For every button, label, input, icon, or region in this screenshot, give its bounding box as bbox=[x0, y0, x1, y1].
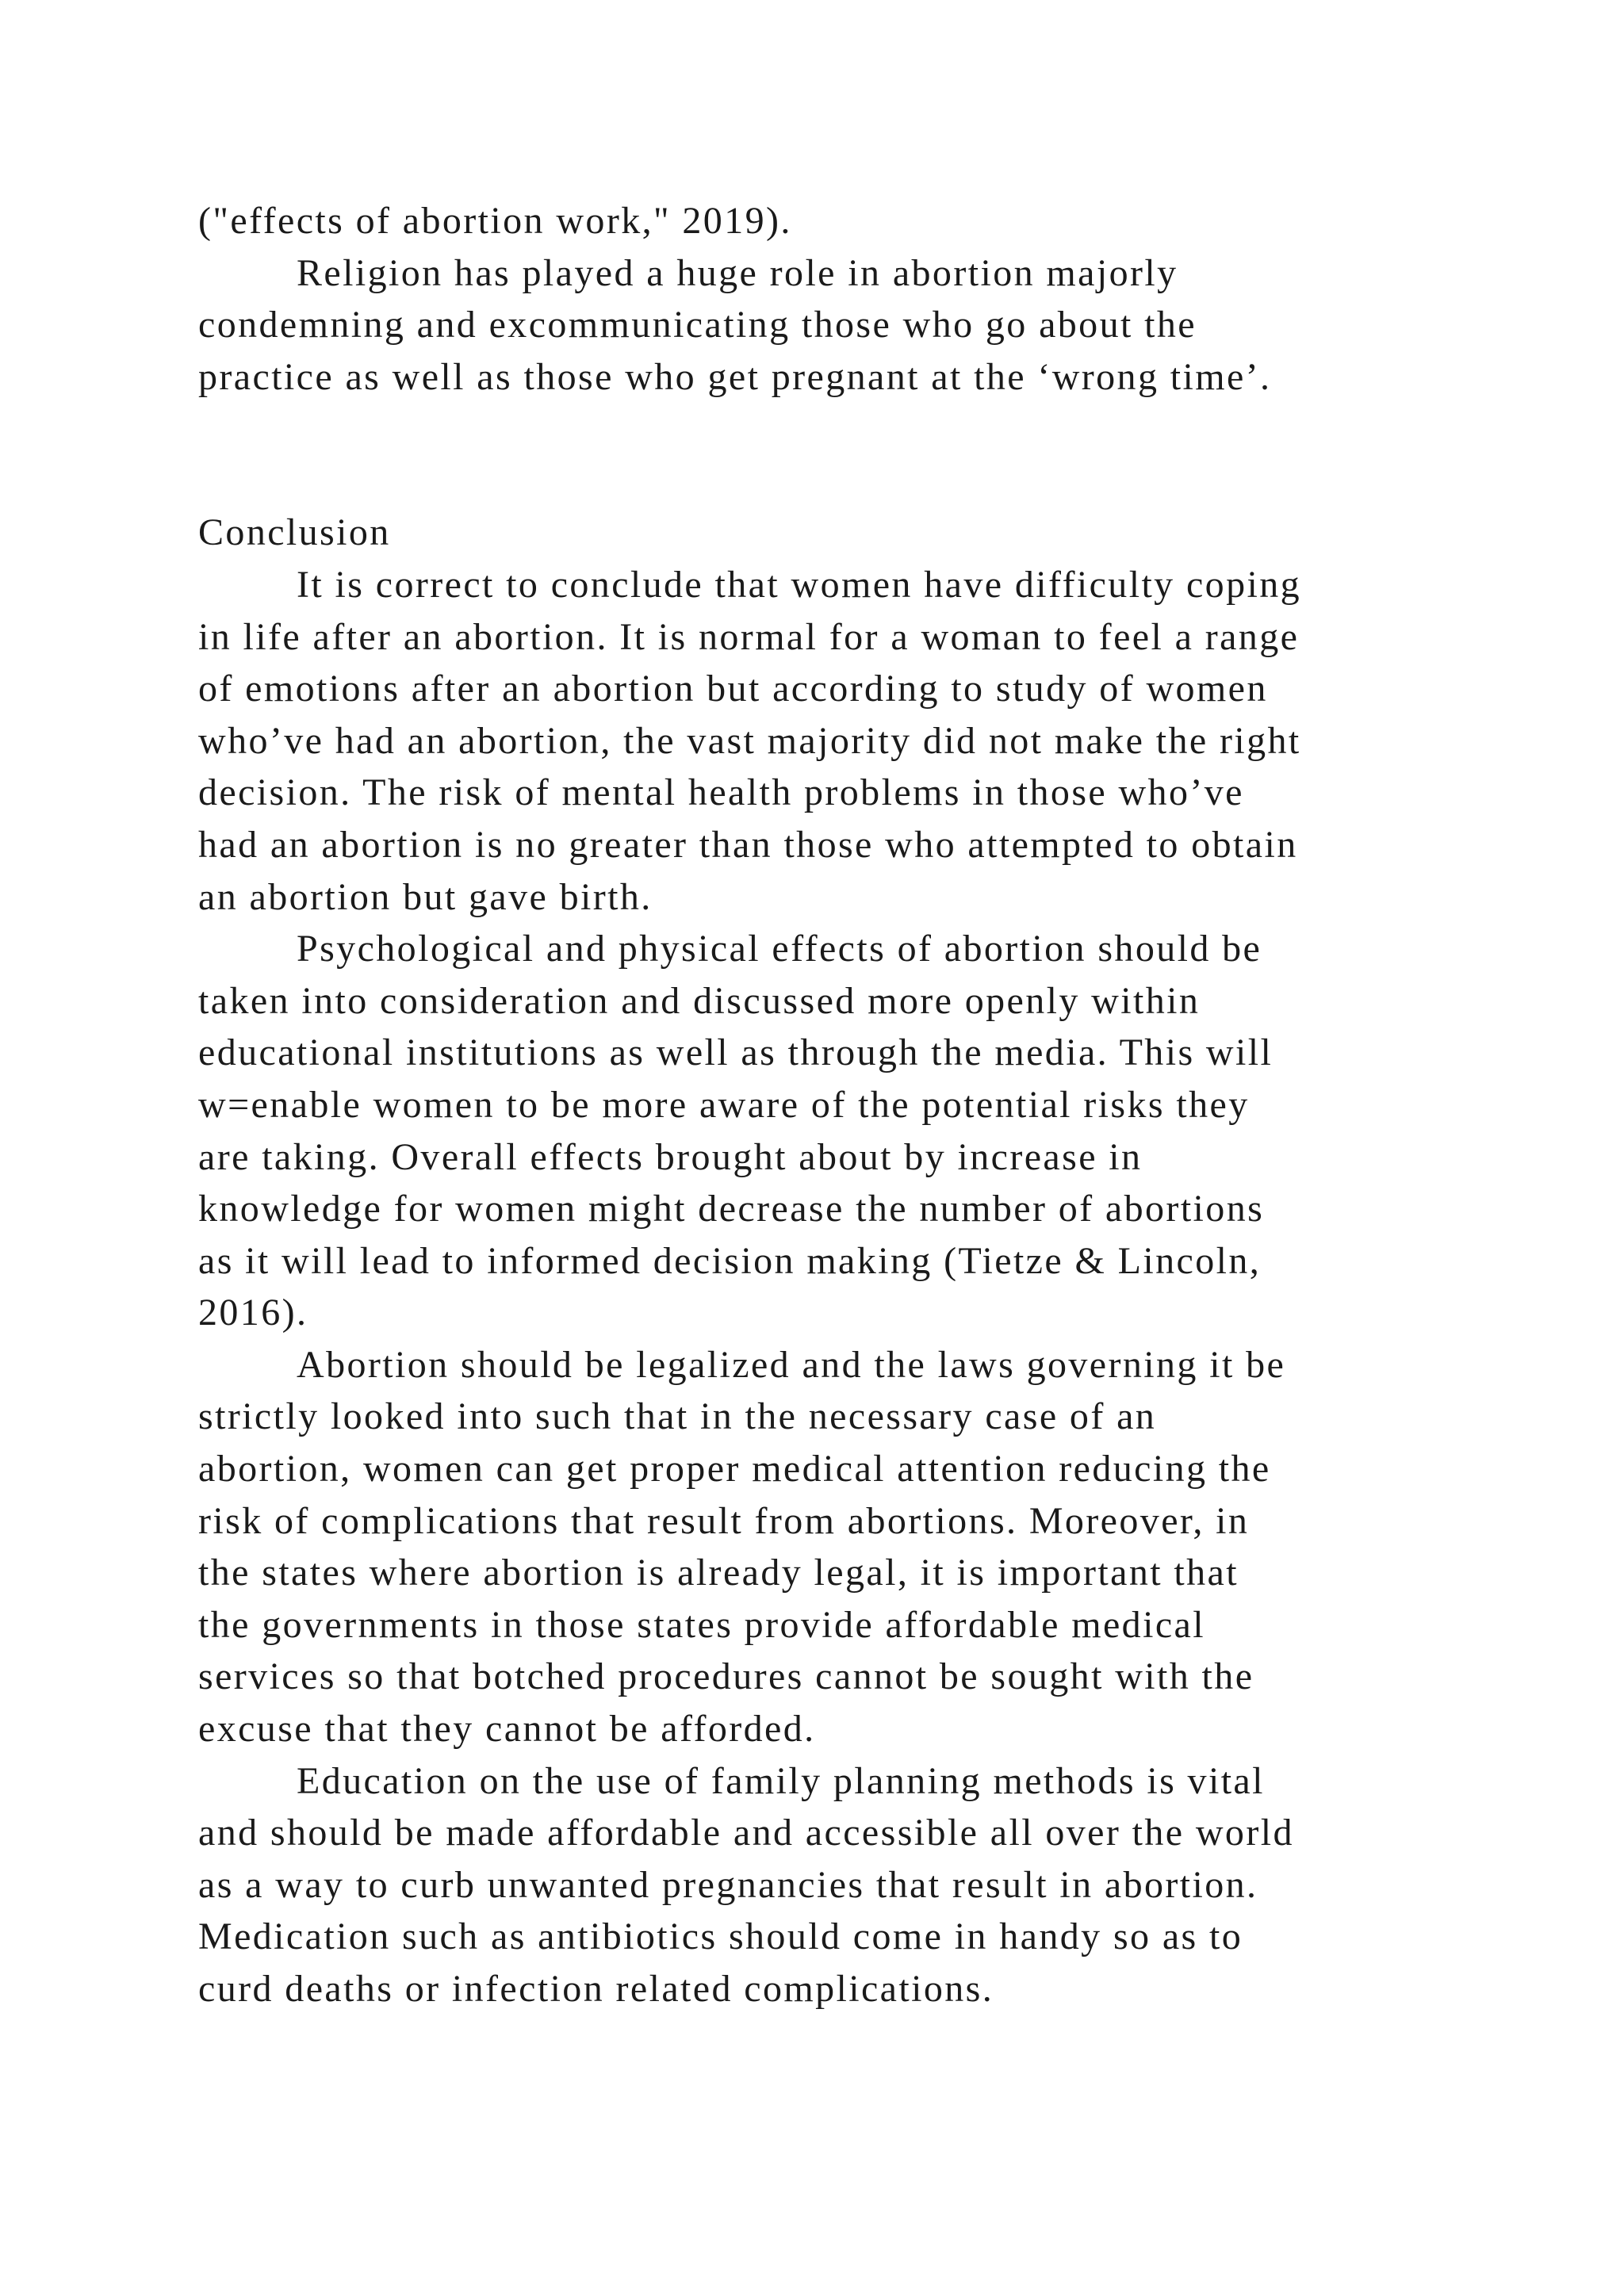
text-line: as it will lead to informed decision making (Tietze & Lincoln, bbox=[198, 1239, 1262, 1282]
text-line: It is correct to conclude that women have difficulty coping bbox=[297, 563, 1302, 606]
paragraph-gap bbox=[198, 403, 1483, 507]
text-line: Education on the use of family planning methods is vital bbox=[297, 1759, 1265, 1802]
text-line: in life after an abortion. It is normal for a woman to feel a range bbox=[198, 615, 1300, 658]
text-line: w=enable women to be more aware of the potential risks they bbox=[198, 1083, 1250, 1126]
text-line: of emotions after an abortion but according to study of women bbox=[198, 668, 1268, 710]
text-line: Medication such as antibiotics should come in handy so as to bbox=[198, 1915, 1243, 1958]
text-line: 2016). bbox=[198, 1292, 308, 1334]
text-line: Abortion should be legalized and the laws governing it be bbox=[297, 1343, 1286, 1386]
text-line: taken into consideration and discussed more openly within bbox=[198, 979, 1201, 1022]
text-line: Psychological and physical effects of abortion should be bbox=[297, 928, 1262, 970]
text-line: excuse that they cannot be afforded. bbox=[198, 1708, 816, 1751]
text-line: the governments in those states provide affordable medical bbox=[198, 1603, 1205, 1646]
text-line: knowledge for women might decrease the number of abortions bbox=[198, 1188, 1265, 1230]
text-line: and should be made affordable and accessible all over the world bbox=[198, 1812, 1294, 1854]
text-line: condemning and excommunicating those who go about the bbox=[198, 304, 1197, 346]
text-line: the states where abortion is already legal, it is important that bbox=[198, 1552, 1239, 1594]
text-line: services so that botched procedures cannot be sought with the bbox=[198, 1655, 1254, 1698]
text-line: decision. The risk of mental health problems in those who’ve bbox=[198, 771, 1244, 814]
text-line: abortion, women can get proper medical attention reducing the bbox=[198, 1448, 1271, 1490]
text-line: educational institutions as well as through the media. This will bbox=[198, 1031, 1274, 1074]
text-line: curd deaths or infection related complications. bbox=[198, 1968, 994, 2010]
text-line: who’ve had an abortion, the vast majority did not make the right bbox=[198, 719, 1301, 762]
text-line: had an abortion is no greater than those who attempted to obtain bbox=[198, 823, 1298, 866]
section-heading: Conclusion bbox=[198, 511, 391, 554]
text-line: practice as well as those who get pregnant at the ‘wrong time’. bbox=[198, 355, 1272, 398]
text-line: as a way to curb unwanted pregnancies that result in abortion. bbox=[198, 1863, 1258, 1906]
text-line: an abortion but gave birth. bbox=[198, 875, 653, 918]
document-body bbox=[198, 195, 1483, 2015]
text-line: ("effects of abortion work," 2019). bbox=[198, 200, 792, 242]
text-line: risk of complications that result from abortions. Moreover, in bbox=[198, 1499, 1250, 1542]
text-line: Religion has played a huge role in abortion majorly bbox=[297, 251, 1178, 294]
text-line: are taking. Overall effects brought about by increase in bbox=[198, 1135, 1143, 1178]
text-line: strictly looked into such that in the necessary case of an bbox=[198, 1395, 1157, 1438]
